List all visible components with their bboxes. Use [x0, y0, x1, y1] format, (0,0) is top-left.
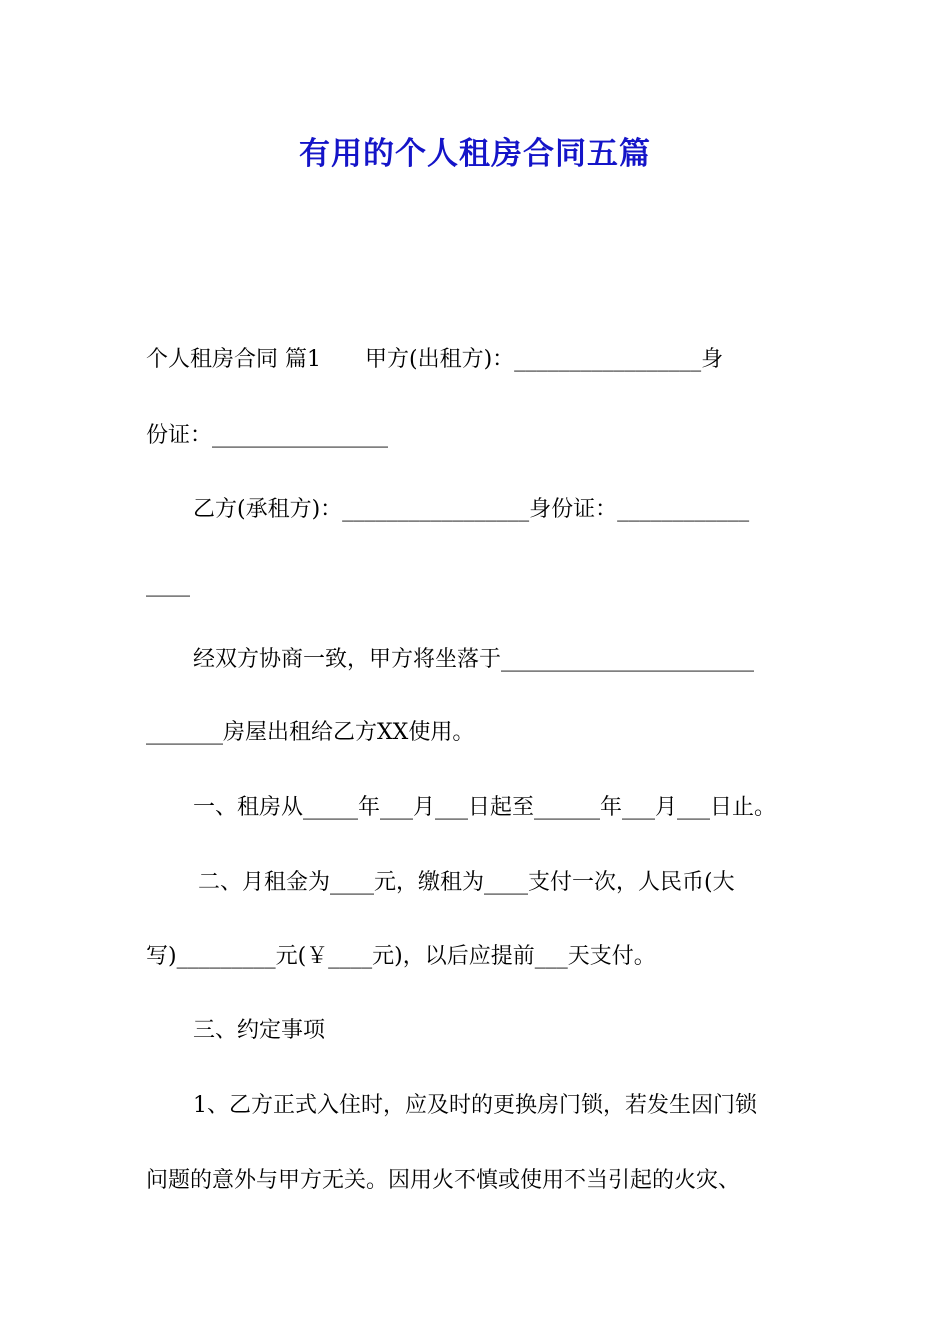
paragraph-line: 份证：________________	[146, 423, 389, 448]
paragraph-line: 经双方协商一致，甲方将坐落于_______________________	[193, 647, 755, 672]
paragraph-line: 二、月租金为____元，缴租为____支付一次，人民币(大	[198, 870, 735, 895]
document-title: 有用的个人租房合同五篇	[299, 136, 651, 172]
paragraph-line: 问题的意外与甲方无关。因用火不慎或使用不当引起的火灾、	[146, 1168, 741, 1193]
section-heading: 三、约定事项	[193, 1018, 326, 1043]
paragraph-line: 1、乙方正式入住时，应及时的更换房门锁，若发生因门锁	[193, 1093, 757, 1118]
paragraph-line: _______房屋出租给乙方XX使用。	[146, 720, 475, 745]
paragraph-line: 一、租房从_____年___月___日起至______年___月___日止。	[193, 795, 777, 820]
paragraph-line: 个人租房合同 篇1 甲方(出租方)：_________________身	[146, 347, 724, 372]
paragraph-line: 写)_________元(￥____元)，以后应提前___天支付。	[146, 944, 656, 969]
paragraph-line: 乙方(承租方)：_________________身份证：____________	[193, 497, 750, 522]
paragraph-line: ____	[146, 572, 190, 597]
